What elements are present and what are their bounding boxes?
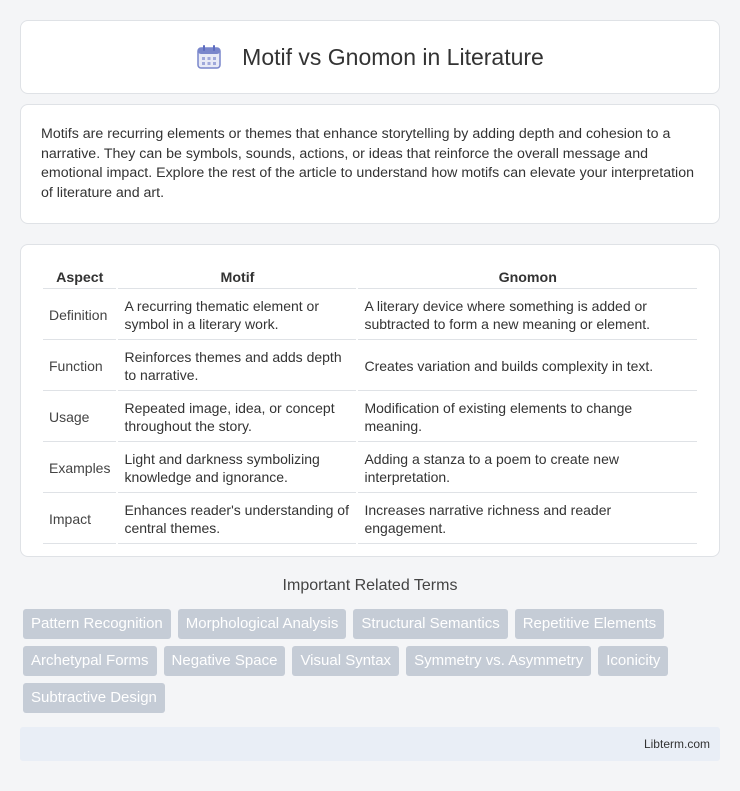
tag-iconicity[interactable]: Iconicity	[598, 646, 668, 676]
cell-gnomon: Adding a stanza to a poem to create new interpretation.	[358, 444, 697, 493]
tag-morphological-analysis[interactable]: Morphological Analysis	[178, 609, 347, 639]
intro-text: Motifs are recurring elements or themes that enhance storytelling by adding depth and cohesion to a narrative. They can be symbols, sounds, actions, or ideas that reinforce the overall message and emotional impact. Explore the rest of the article to understand how motifs can elevate your interpretation of literature and art.	[41, 126, 694, 201]
cell-aspect: Function	[43, 342, 116, 391]
tag-archetypal-forms[interactable]: Archetypal Forms	[23, 646, 157, 676]
footer-site-link[interactable]: Libterm.com	[643, 737, 710, 751]
cell-gnomon: Modification of existing elements to change meaning.	[358, 393, 697, 442]
table-row	[43, 342, 697, 391]
page-title: Motif vs Gnomon in Literature	[242, 43, 544, 70]
tag-subtractive-design[interactable]: Subtractive Design	[23, 683, 165, 713]
cell-motif: Repeated image, idea, or concept throughout the story.	[118, 393, 356, 442]
comparison-table-card	[20, 244, 720, 557]
tag-repetitive-elements[interactable]: Repetitive Elements	[515, 609, 664, 639]
table-row	[43, 393, 697, 442]
column-header-gnomon: Gnomon	[358, 269, 697, 289]
calendar-icon	[196, 44, 222, 70]
table-header-row	[43, 269, 697, 289]
comparison-table	[41, 267, 699, 546]
cell-aspect: Impact	[43, 495, 116, 544]
cell-gnomon: Creates variation and builds complexity in text.	[358, 342, 697, 391]
table-row	[43, 291, 697, 340]
header-card	[20, 20, 720, 94]
cell-motif: Reinforces themes and adds depth to narrative.	[118, 342, 356, 391]
related-terms-list	[23, 609, 713, 713]
intro-card	[20, 104, 720, 224]
table-row	[43, 444, 697, 493]
column-header-aspect: Aspect	[43, 269, 116, 289]
cell-motif: A recurring thematic element or symbol in a literary work.	[118, 291, 356, 340]
column-header-motif: Motif	[118, 269, 356, 289]
cell-aspect: Definition	[43, 291, 116, 340]
tag-pattern-recognition[interactable]: Pattern Recognition	[23, 609, 171, 639]
cell-motif: Enhances reader's understanding of central themes.	[118, 495, 356, 544]
cell-aspect: Examples	[43, 444, 116, 493]
tag-symmetry-vs-asymmetry[interactable]: Symmetry vs. Asymmetry	[406, 646, 591, 676]
cell-gnomon: Increases narrative richness and reader engagement.	[358, 495, 697, 544]
tag-visual-syntax[interactable]: Visual Syntax	[292, 646, 399, 676]
cell-gnomon: A literary device where something is added or subtracted to form a new meaning or element.	[358, 291, 697, 340]
tag-negative-space[interactable]: Negative Space	[164, 646, 286, 676]
tag-structural-semantics[interactable]: Structural Semantics	[353, 609, 507, 639]
cell-motif: Light and darkness symbolizing knowledge and ignorance.	[118, 444, 356, 493]
table-row	[43, 495, 697, 544]
cell-aspect: Usage	[43, 393, 116, 442]
related-terms-title: Important Related Terms	[282, 577, 458, 594]
footer	[20, 727, 720, 761]
